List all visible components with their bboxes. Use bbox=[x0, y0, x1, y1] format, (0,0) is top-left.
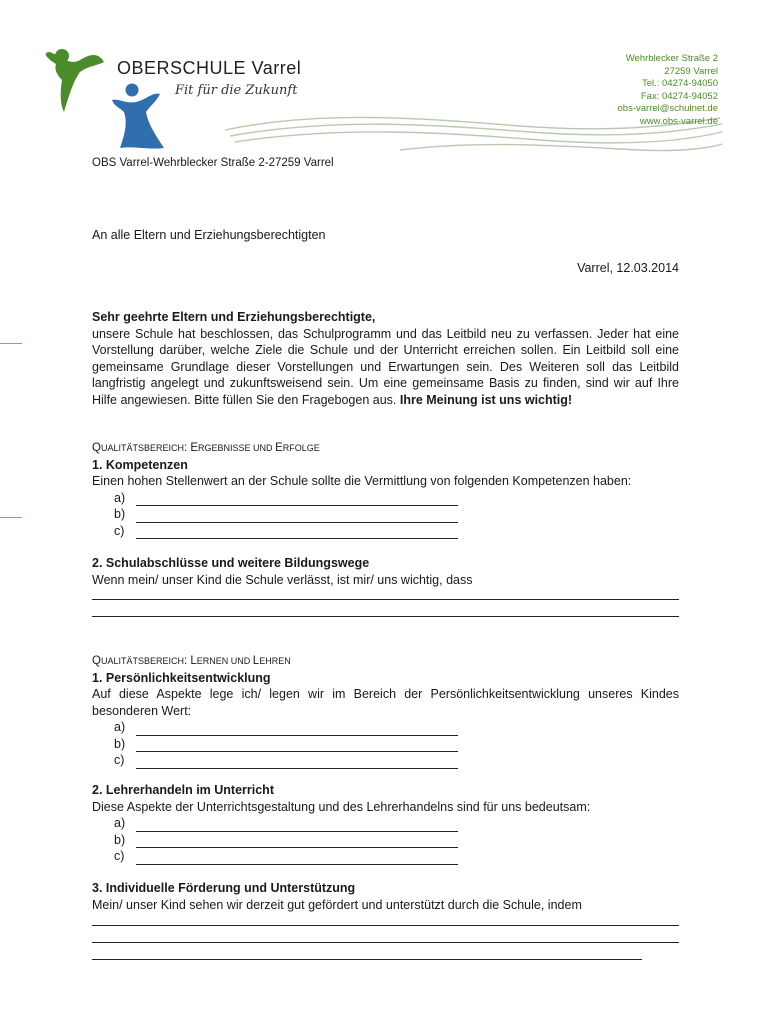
subsection-text: Einen hohen Stellenwert an der Schule sollte die Vermittlung von folgenden Kompetenzen haben: bbox=[92, 474, 632, 488]
subsection-text: Wenn mein/ unser Kind die Schule verlässt, ist mir/ uns wichtig, dass bbox=[92, 572, 473, 587]
answer-item: a) bbox=[114, 490, 679, 507]
sender-line: OBS Varrel-Wehrblecker Straße 2-27259 Varrel bbox=[92, 157, 334, 169]
answer-line[interactable] bbox=[92, 913, 679, 926]
answer-line[interactable] bbox=[92, 943, 642, 960]
school-name: OBERSCHULE Varrel bbox=[117, 58, 302, 78]
section-ergebnisse bbox=[92, 439, 679, 539]
address-website: www.obs-varrel.de bbox=[639, 115, 718, 127]
answer-list bbox=[114, 490, 679, 540]
subsection-text: Mein/ unser Kind sehen wir derzeit gut gefördert und unterstützt durch die Schule, indem bbox=[92, 897, 582, 912]
answer-item: a) bbox=[114, 815, 679, 832]
answer-item: c) bbox=[114, 752, 679, 769]
subsection-text: Diese Aspekte der Unterrichtsgestaltung und des Lehrerhandelns sind für uns bedeutsam: bbox=[92, 799, 591, 814]
answer-item: b) bbox=[114, 736, 679, 753]
answer-item: c) bbox=[114, 848, 679, 865]
answer-line[interactable] bbox=[136, 527, 458, 539]
answer-item: b) bbox=[114, 506, 679, 523]
answer-list bbox=[114, 815, 679, 865]
answer-line[interactable] bbox=[136, 740, 458, 752]
answer-item: b) bbox=[114, 832, 679, 849]
blue-figure-icon bbox=[112, 84, 164, 149]
subsection-title: 2. Lehrerhandeln im Unterricht bbox=[92, 783, 274, 797]
answer-item: c) bbox=[114, 523, 679, 540]
answer-line[interactable] bbox=[136, 820, 458, 832]
answer-line[interactable] bbox=[136, 494, 458, 506]
address-street: Wehrblecker Straße 2 bbox=[625, 53, 718, 64]
intro-text: unsere Schule hat beschlossen, das Schulprogramm und das Leitbild neu zu verfassen. Jeder hat eine Vorstellung darüber, welche Ziele die Schule und der Unterricht erreichen sollen. Ein Leitbild soll eine gemeinsame Grundlage dieser Vorstellungen und Erwartungen sein. Des Weiteren soll das Leitbild langfristig angelegt und zukunftsweisend sein. Um eine gemeinsame Basis zu finden, sind wir auf Ihre Hilfe angewiesen. Bitte füllen Sie den Fragebogen aus. bbox=[92, 326, 679, 407]
answer-item: a) bbox=[114, 719, 679, 736]
address-fax: Fax: 04274-94052 bbox=[640, 90, 718, 102]
answer-line[interactable] bbox=[136, 757, 458, 769]
intro-paragraph bbox=[92, 309, 679, 408]
answer-line[interactable] bbox=[92, 926, 679, 943]
subsection-title: 2. Schulabschlüsse und weitere Bildungswege bbox=[92, 556, 370, 570]
school-motto: Fit für die Zukunft bbox=[175, 83, 298, 98]
subsection-schulabschluesse bbox=[92, 555, 679, 617]
address-email: obs-varrel@schulnet.de bbox=[617, 103, 718, 114]
green-figure-icon bbox=[46, 49, 104, 112]
fold-mark bbox=[0, 343, 22, 344]
intro-emphasis: Ihre Meinung ist uns wichtig! bbox=[399, 392, 573, 407]
fold-mark bbox=[0, 517, 22, 518]
section-heading: QUALITÄTSBEREICH: LERNEN UND LEHREN bbox=[92, 655, 291, 667]
answer-line[interactable] bbox=[92, 600, 679, 617]
answer-line[interactable] bbox=[92, 588, 679, 600]
address-city: 27259 Varrel bbox=[664, 65, 718, 77]
subsection-lehrerhandeln bbox=[92, 782, 679, 865]
answer-line[interactable] bbox=[136, 853, 458, 865]
answer-list bbox=[114, 719, 679, 769]
subsection-text: Auf diese Aspekte lege ich/ legen wir im Bereich der Persönlichkeitsentwicklung unseres Kindes besonderen Wert: bbox=[92, 687, 679, 718]
subsection-foerderung bbox=[92, 880, 679, 960]
section-lernen bbox=[92, 652, 679, 769]
salutation: Sehr geehrte Eltern und Erziehungsberechtigte, bbox=[92, 310, 376, 324]
answer-line[interactable] bbox=[136, 724, 458, 736]
section-heading: QUALITÄTSBEREICH: ERGEBNISSE UND ERFOLGE bbox=[92, 442, 320, 454]
subsection-title: 1. Kompetenzen bbox=[92, 457, 188, 472]
answer-line[interactable] bbox=[136, 836, 458, 848]
answer-line[interactable] bbox=[136, 511, 458, 523]
subsection-title: 3. Individuelle Förderung und Unterstützung bbox=[92, 881, 356, 895]
letter-date: Varrel, 12.03.2014 bbox=[577, 261, 679, 275]
address-phone: Tel.: 04274-94050 bbox=[641, 78, 718, 89]
recipient: An alle Eltern und Erziehungsberechtigten bbox=[92, 228, 326, 242]
school-address bbox=[618, 53, 718, 128]
subsection-title: 1. Persönlichkeitsentwicklung bbox=[92, 670, 271, 685]
